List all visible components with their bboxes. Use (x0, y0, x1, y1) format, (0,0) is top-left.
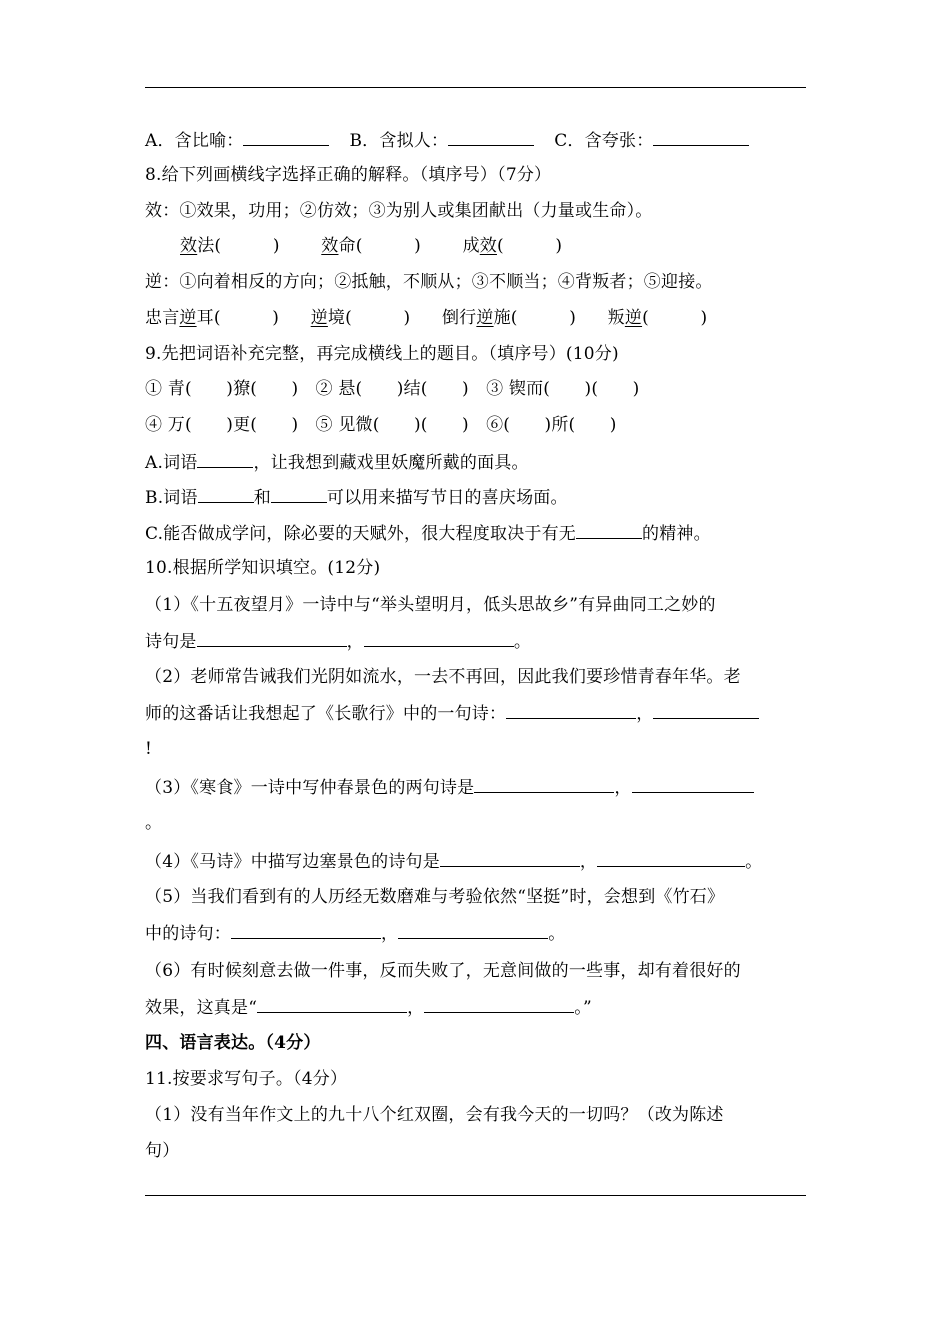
answer-paren[interactable]: ( ) (214, 236, 280, 256)
q10-p3-blank-1[interactable] (474, 776, 614, 793)
q8-xiao-definition: 效：①效果，功用；②仿效；③为别人或集团献出（力量或生命）。 (145, 201, 653, 221)
answer-paren[interactable]: ( ) (355, 236, 421, 256)
answer-paren[interactable]: ( ) (496, 236, 563, 256)
q10-p5-line2: 中的诗句： ， 。 (145, 924, 566, 944)
q10-p5-line1: （5）当我们看到有的人历经无数磨难与考验依然“坚挺”时，会想到《竹石》 (145, 887, 725, 907)
q10-p2-blank-1[interactable] (506, 702, 636, 719)
q10-p6-line2: 效果，这真是“ ， 。” (145, 998, 592, 1018)
q10-p4-blank-1[interactable] (440, 850, 580, 867)
q10-p6-blank-2[interactable] (424, 996, 574, 1013)
q9-b-blank-1[interactable] (198, 486, 254, 503)
q9-words-row1: ① 青( )獠( ) ② 悬( )结( ) ③ 锲而( )( ) (145, 379, 640, 399)
q9-title: 9.先把词语补充完整，再完成横线上的题目。（填序号）(10分) (145, 344, 619, 364)
q10-p6-line1: （6）有时候刻意去做一件事，反而失败了，无意间做的一些事，却有着很好的 (145, 961, 741, 981)
q9-c-blank[interactable] (576, 522, 642, 539)
answer-paren[interactable]: ( ) (642, 308, 708, 328)
answer-line[interactable] (145, 1195, 806, 1196)
q8-ni-words (145, 307, 707, 329)
option-c-blank[interactable] (653, 129, 749, 146)
q9-b-blank-2[interactable] (271, 486, 327, 503)
q10-p3-line1: （3）《寒食》一诗中写仲春景色的两句诗是 ， (145, 776, 754, 799)
word-daoxingnishi: 倒行逆施( ) (441, 308, 577, 328)
word-zhongyanni-er: 忠言逆耳( ) (145, 308, 280, 328)
answer-paren[interactable]: ( ) (213, 308, 280, 328)
q7-options-line (145, 129, 749, 152)
q10-p1-blank-1[interactable] (197, 630, 347, 647)
q9-item-b: B.词语 和 可以用来描写节日的喜庆场面。 (145, 488, 568, 508)
answer-paren[interactable]: ( ) (345, 308, 411, 328)
option-c-label: C．含夸张： (554, 131, 654, 151)
q10-p6-blank-1[interactable] (257, 996, 407, 1013)
q10-p2-line1: （2）老师常告诫我们光阴如流水，一去不再回，因此我们要珍惜青春年华。老 (145, 667, 741, 687)
q10-p3-blank-2[interactable] (632, 776, 754, 793)
answer-paren[interactable]: ( ) (510, 308, 577, 328)
top-rule (145, 87, 806, 88)
q11-p1-line1: （1）没有当年作文上的九十八个红双圈，会有我今天的一切吗？（改为陈述 (145, 1105, 724, 1125)
q8-title: 8.给下列画横线字选择正确的解释。（填序号）（7分） (145, 165, 552, 185)
q9-words-row2: ④ 万( )更( ) ⑤ 见微( )( ) ⑥( )所( ) (145, 415, 617, 435)
q10-p2-end: ! (145, 739, 153, 759)
option-b-blank[interactable] (448, 129, 534, 146)
q9-item-a: A.词语 ，让我想到藏戏里妖魔所戴的面具。 (145, 453, 529, 473)
word-panni: 叛逆( ) (607, 308, 708, 328)
word-xiaoming: 效命( ) (321, 236, 421, 256)
q10-p3-end: 。 (145, 813, 163, 833)
q10-p5-blank-2[interactable] (398, 922, 548, 939)
q9-item-c: C.能否做成学问，除必要的天赋外，很大程度取决于有无 的精神。 (145, 524, 711, 544)
q10-p4-blank-2[interactable] (597, 850, 745, 867)
q10-p5-blank-1[interactable] (231, 922, 381, 939)
q10-p4: （4）《马诗》中描写边塞景色的诗句是 ， 。 (145, 852, 763, 872)
q11-p1-line2: 句） (145, 1141, 180, 1161)
q10-p2-blank-2[interactable] (653, 702, 759, 719)
option-b-label: B．含拟人： (349, 131, 449, 151)
option-a-label: A．含比喻： (145, 131, 244, 151)
option-a-blank[interactable] (243, 129, 329, 146)
q9-a-blank[interactable] (197, 451, 253, 468)
q8-ni-definition: 逆：①向着相反的方向；②抵触，不顺从；③不顺当；④背叛者；⑤迎接。 (145, 272, 713, 292)
q10-p1-line1: （1）《十五夜望月》一诗中与“举头望明月，低头思故乡”有异曲同工之妙的 (145, 595, 716, 615)
word-nijing: 逆境( ) (310, 308, 411, 328)
q8-xiao-words (180, 235, 562, 257)
q10-title: 10.根据所学知识填空。(12分) (145, 558, 381, 578)
word-chengxiao: 成效( ) (462, 236, 563, 256)
q11-title: 11.按要求写句子。（4分） (145, 1069, 348, 1089)
q10-p1-blank-2[interactable] (364, 630, 514, 647)
word-xiaofa: 效法( ) (180, 236, 280, 256)
q10-p2-line2: 师的这番话让我想起了《长歌行》中的一句诗： ， (145, 702, 759, 725)
q10-p1-line2: 诗句是 ， 。 (145, 632, 532, 652)
section-4-heading: 四、语言表达。（4分） (145, 1033, 321, 1053)
